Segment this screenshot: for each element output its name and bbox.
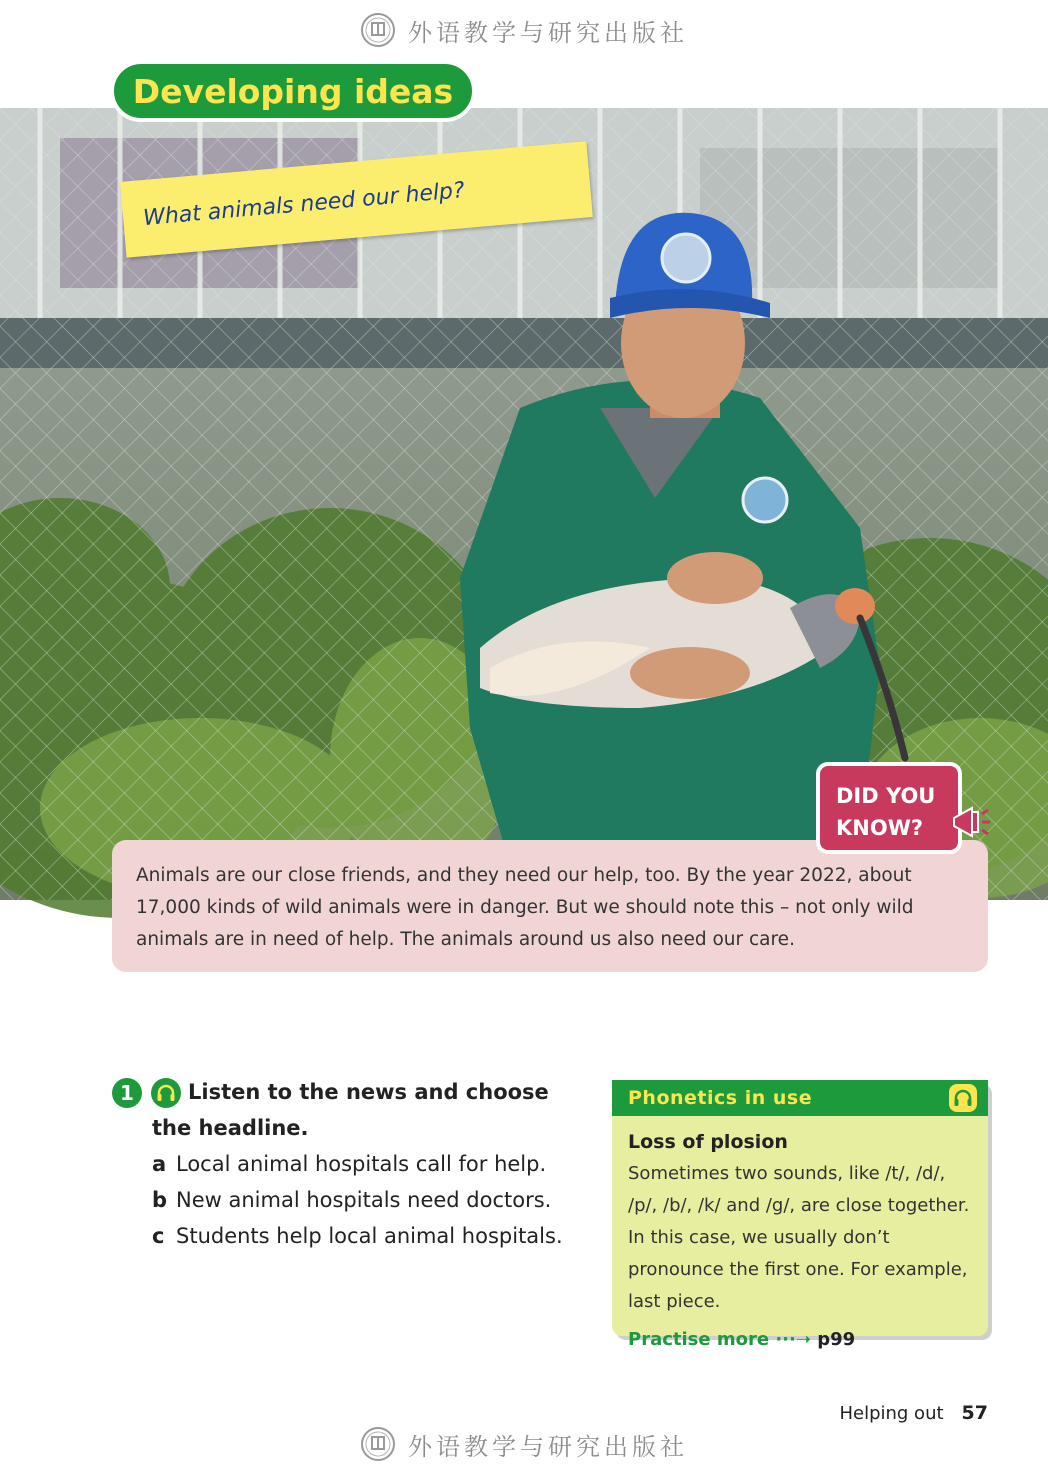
phonetics-text: Sometimes two sounds, like /t/, /d/, /p/, /b/, /k/ and /g/, are close together. In this case, we usually don’t pronounce the first one. For example, last piece. bbox=[628, 1163, 970, 1312]
phonetics-subtitle: Loss of plosion bbox=[628, 1131, 788, 1153]
option-text: New animal hospitals need doctors. bbox=[176, 1188, 552, 1212]
headphones-icon[interactable] bbox=[948, 1083, 978, 1113]
practise-page: p99 bbox=[817, 1329, 856, 1350]
publisher-logo-icon bbox=[360, 12, 396, 48]
option-text: Local animal hospitals call for help. bbox=[176, 1152, 547, 1176]
did-you-know-line2: KNOW? bbox=[836, 816, 924, 840]
page-footer bbox=[839, 1402, 988, 1424]
megaphone-icon bbox=[948, 800, 992, 844]
practise-more-link[interactable] bbox=[628, 1324, 972, 1356]
did-you-know-line1: DID YOU bbox=[836, 784, 936, 808]
unit-name: Helping out bbox=[839, 1403, 944, 1424]
did-you-know-badge bbox=[816, 762, 962, 854]
phonetics-body bbox=[612, 1116, 988, 1356]
phonetics-header bbox=[612, 1080, 988, 1116]
option-letter: a bbox=[152, 1152, 167, 1176]
publisher-name: 外语教学与研究出版社 bbox=[408, 18, 688, 47]
option-a bbox=[152, 1146, 563, 1182]
did-you-know-text: Animals are our close friends, and they need our help, too. By the year 2022, about 17,000 kinds of wild animals were in danger. But we should note this – not only wild animals are in need of help. The animals around us also need our care. bbox=[136, 865, 914, 950]
did-you-know-text-box bbox=[112, 840, 988, 972]
publisher-name: 外语教学与研究出版社 bbox=[408, 1432, 688, 1461]
exercise-number: 1 bbox=[112, 1078, 142, 1108]
option-c bbox=[152, 1218, 563, 1254]
phonetics-title: Phonetics in use bbox=[628, 1087, 813, 1109]
exercise-options bbox=[152, 1146, 563, 1254]
option-letter: c bbox=[152, 1224, 165, 1248]
option-letter: b bbox=[152, 1188, 168, 1212]
publisher-watermark-bottom bbox=[0, 1424, 1048, 1464]
publisher-watermark-top bbox=[0, 10, 1048, 50]
practise-label: Practise more bbox=[628, 1329, 770, 1350]
option-text: Students help local animal hospitals. bbox=[176, 1224, 563, 1248]
phonetics-box bbox=[612, 1080, 988, 1350]
page-number: 57 bbox=[961, 1402, 988, 1424]
option-b bbox=[152, 1182, 563, 1218]
exercise-instruction: Listen to the news and choose the headline. bbox=[152, 1080, 549, 1140]
question-text: What animals need our help? bbox=[142, 178, 466, 232]
arrow-icon: ···➝ bbox=[775, 1329, 811, 1350]
publisher-logo-icon bbox=[360, 1426, 396, 1462]
section-title: Developing ideas bbox=[110, 60, 476, 122]
